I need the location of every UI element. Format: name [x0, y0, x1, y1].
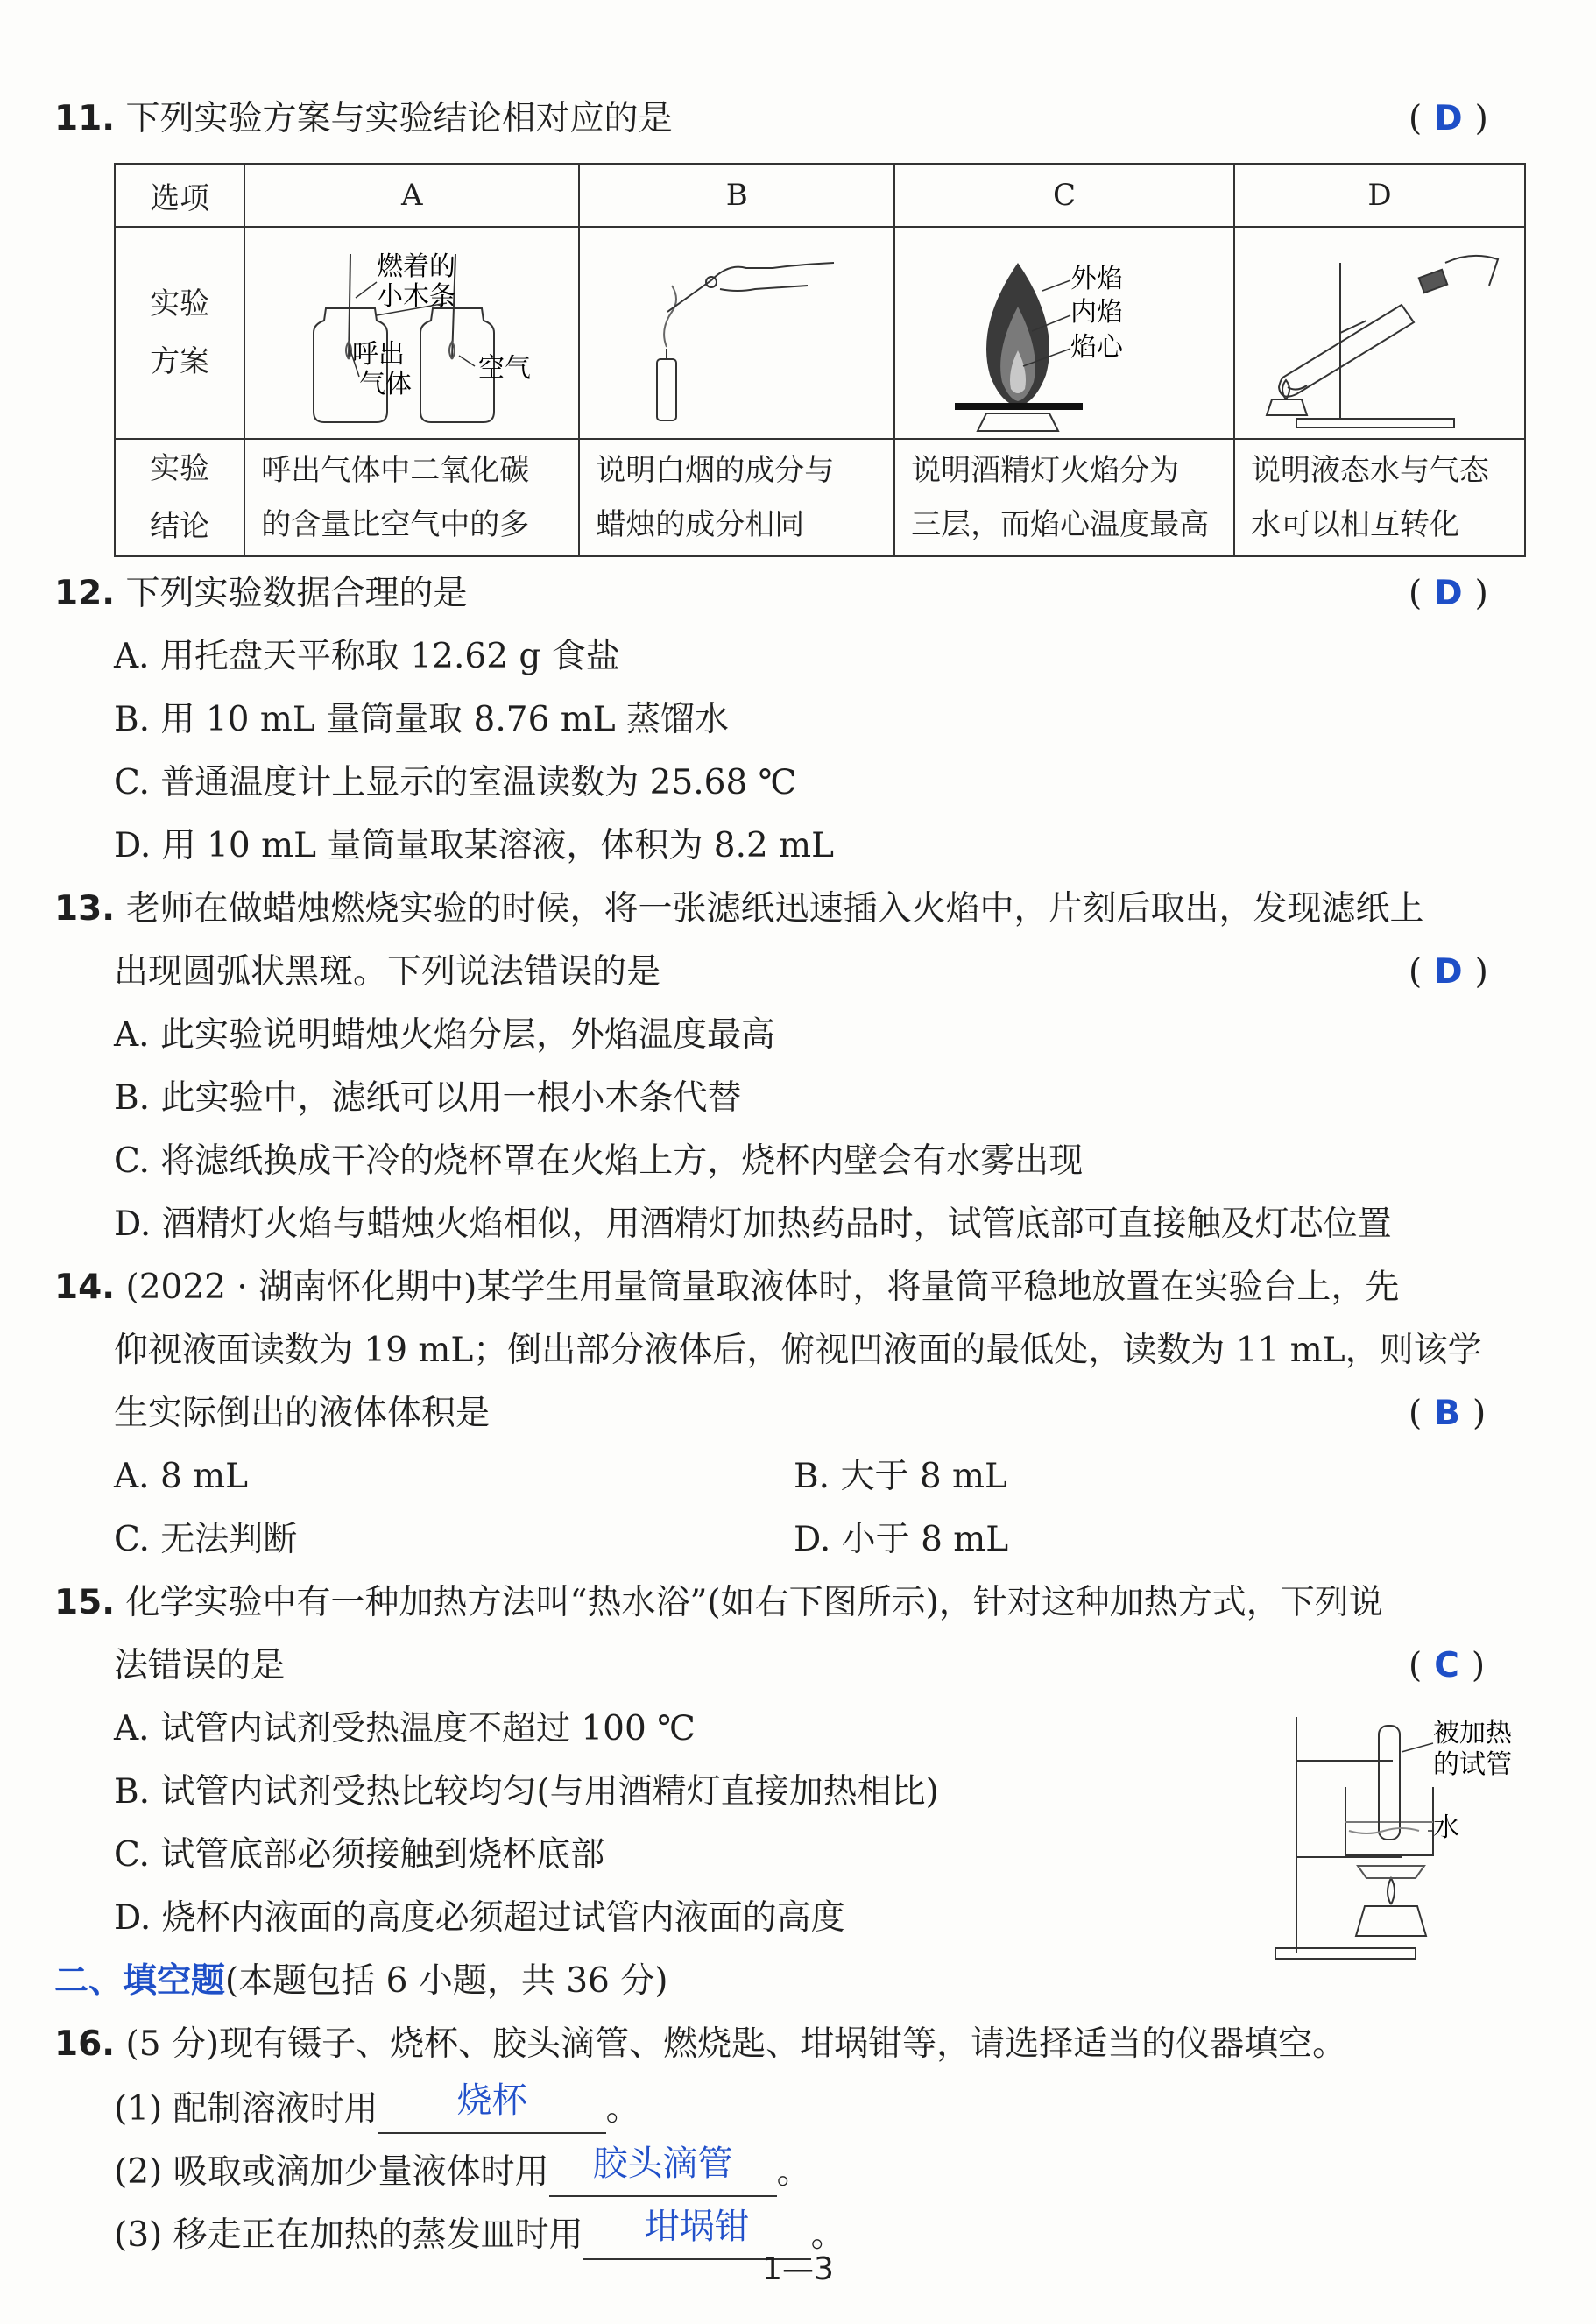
conclusion-line: 的含量比空气中的多 [261, 507, 530, 542]
label-water: 水 [1433, 1812, 1459, 1843]
label-burning-stick: 燃着的 [377, 251, 456, 282]
question-text: 下列实验方案与实验结论相对应的是 [125, 99, 673, 138]
option-d: D. 烧杯内液面的高度必须超过试管内液面的高度 [114, 1898, 845, 1938]
answer-letter: D [1434, 574, 1463, 613]
section-heading [54, 1957, 667, 2006]
figure-c-cell [894, 227, 1234, 439]
option-a: A. 试管内试剂受热温度不超过 100 ℃ [114, 1709, 696, 1748]
section-title: 二、填空题 [54, 1961, 226, 2001]
experiment-table [114, 163, 1526, 557]
answer-letter: C [1434, 1646, 1459, 1685]
question-text: 化学实验中有一种加热方法叫“热水浴”(如右下图所示)，针对这种加热方式，下列说 [125, 1583, 1383, 1622]
conclusion-b [579, 439, 894, 556]
label-air: 空气 [478, 353, 532, 384]
fill-suffix: 。 [605, 2089, 640, 2129]
figure-b-cell [579, 227, 894, 439]
table-header-cell: C [894, 164, 1234, 227]
table-header-cell: D [1234, 164, 1525, 227]
fill-item-2 [114, 2146, 811, 2197]
table-header-cell: A [244, 164, 579, 227]
answer-bracket: ( C ) [1409, 1646, 1486, 1685]
answer-bracket: ( B ) [1409, 1394, 1487, 1433]
question-15-stem [54, 1579, 1383, 1628]
question-12-stem [54, 569, 468, 618]
fill-item-1 [114, 2080, 640, 2134]
answer-bracket: ( D ) [1409, 952, 1488, 992]
conclusion-line: 三层，而焰心温度最高 [911, 507, 1210, 542]
section-note: (本题包括 6 小题，共 36 分) [225, 1961, 668, 2001]
conclusion-a [244, 439, 579, 556]
gas-bottles-figure [245, 228, 578, 438]
label-outer-flame: 外焰 [1070, 264, 1124, 294]
label-burning-stick: 小木条 [377, 281, 456, 312]
conclusion-d [1234, 439, 1525, 556]
question-text: 生实际倒出的液体体积是 [114, 1394, 491, 1433]
label-heated-tube: 被加热 [1433, 1718, 1512, 1748]
question-text: 仰视液面读数为 19 mL；倒出部分液体后，俯视凹液面的最低处，读数为 11 mL，则该学 [114, 1331, 1482, 1370]
conclusion-line: 说明酒精灯火焰分为 [911, 453, 1180, 488]
conclusion-line: 说明白烟的成分与 [596, 453, 835, 488]
table-conclusion-row [115, 439, 1525, 556]
question-text: (5 分)现有镊子、烧杯、胶头滴管、燃烧匙、坩埚钳等，请选择适当的仪器填空。 [125, 2024, 1347, 2064]
row-label-scheme [115, 227, 244, 439]
table-header-cell: B [579, 164, 894, 227]
option-d: D. 用 10 mL 量筒量取某溶液，体积为 8.2 mL [114, 826, 835, 865]
answer-blank[interactable] [378, 2080, 606, 2134]
label-flame-core: 焰心 [1070, 332, 1124, 363]
fill-suffix: 。 [776, 2152, 811, 2192]
option-b: B. 用 10 mL 量筒量取 8.76 mL 蒸馏水 [114, 700, 730, 739]
table-scheme-row [115, 227, 1525, 439]
question-16-stem [54, 2020, 1346, 2069]
question-number: 15. [54, 1583, 116, 1622]
question-number: 14. [54, 1268, 116, 1307]
question-11-stem [54, 95, 673, 144]
table-header-row [115, 164, 1525, 227]
figure-d-cell [1234, 227, 1525, 439]
question-number: 11. [54, 99, 116, 138]
row-label-line: 实验 [150, 286, 210, 321]
conclusion-c [894, 439, 1234, 556]
question-text: (2022 · 湖南怀化期中)某学生用量筒量取液体时，将量筒平稳地放置在实验台上，先 [125, 1268, 1400, 1307]
question-text: 出现圆弧状黑斑。下列说法错误的是 [114, 952, 661, 992]
question-text: 老师在做蜡烛燃烧实验的时候，将一张滤纸迅速插入火焰中，片刻后取出，发现滤纸上 [125, 889, 1424, 929]
option-c: C. 普通温度计上显示的室温读数为 25.68 ℃ [114, 763, 797, 802]
conclusion-line: 蜡烛的成分相同 [596, 507, 805, 542]
figure-a-cell [244, 227, 579, 439]
option-c: C. 将滤纸换成干冷的烧杯罩在火焰上方，烧杯内壁会有水雾出现 [114, 1141, 1084, 1181]
fill-prefix: (1) 配制溶液时用 [114, 2089, 378, 2129]
option-c: C. 无法判断 [114, 1520, 298, 1559]
question-14-stem [54, 1263, 1399, 1312]
option-c: C. 试管底部必须接触到烧杯底部 [114, 1835, 605, 1875]
question-text: 法错误的是 [114, 1646, 286, 1685]
answer-bracket: ( D ) [1409, 574, 1488, 613]
handwritten-answer: 坩埚钳 [644, 2207, 750, 2247]
answer-bracket: ( D ) [1409, 99, 1488, 138]
label-inner-flame: 内焰 [1070, 297, 1124, 328]
conclusion-line: 水可以相互转化 [1251, 507, 1459, 542]
conclusion-line: 说明液态水与气态 [1251, 453, 1489, 488]
answer-blank[interactable] [549, 2146, 777, 2197]
option-b: B. 此实验中，滤纸可以用一根小木条代替 [114, 1078, 742, 1118]
answer-letter: B [1434, 1394, 1460, 1433]
flame-layers-figure [895, 228, 1232, 438]
option-d: D. 酒精灯火焰与蜡烛火焰相似，用酒精灯加热药品时，试管底部可直接触及灯芯位置 [114, 1204, 1392, 1244]
label-heated-tube: 的试管 [1433, 1749, 1512, 1780]
conclusion-line: 呼出气体中二氧化碳 [261, 453, 530, 488]
answer-letter: D [1434, 99, 1463, 138]
fill-prefix: (2) 吸取或滴加少量液体时用 [114, 2152, 549, 2192]
question-number: 13. [54, 889, 116, 929]
table-header-cell: 选项 [115, 164, 244, 227]
question-13-stem [54, 885, 1424, 934]
label-exhaled-gas: 气体 [359, 369, 413, 399]
test-tube-heating-figure [1235, 228, 1524, 438]
row-label-line: 实验 [150, 451, 210, 486]
candle-smoke-figure [580, 228, 892, 438]
answer-letter: D [1434, 952, 1463, 992]
fill-prefix: (3) 移走正在加热的蒸发皿时用 [114, 2215, 583, 2255]
question-number: 16. [54, 2024, 116, 2064]
question-text: 下列实验数据合理的是 [125, 574, 468, 613]
option-d: D. 小于 8 mL [794, 1520, 1009, 1559]
row-label-conclusion [115, 439, 244, 556]
question-number: 12. [54, 574, 116, 613]
water-bath-figure [1261, 1699, 1542, 1962]
fill-suffix: 。 [810, 2215, 845, 2255]
option-b: B. 试管内试剂受热比较均匀(与用酒精灯直接加热相比) [114, 1772, 939, 1812]
option-a: A. 8 mL [114, 1457, 249, 1496]
option-a: A. 用托盘天平称取 12.62 g 食盐 [114, 637, 620, 676]
handwritten-answer: 烧杯 [456, 2080, 527, 2121]
row-label-line: 结论 [150, 509, 210, 544]
handwritten-answer: 胶头滴管 [592, 2144, 733, 2184]
option-b: B. 大于 8 mL [794, 1457, 1007, 1496]
page-number: 1—3 [762, 2251, 834, 2287]
row-label-line: 方案 [150, 344, 210, 379]
option-a: A. 此实验说明蜡烛火焰分层，外焰温度最高 [114, 1015, 775, 1055]
label-exhaled-gas: 呼出 [352, 339, 406, 370]
